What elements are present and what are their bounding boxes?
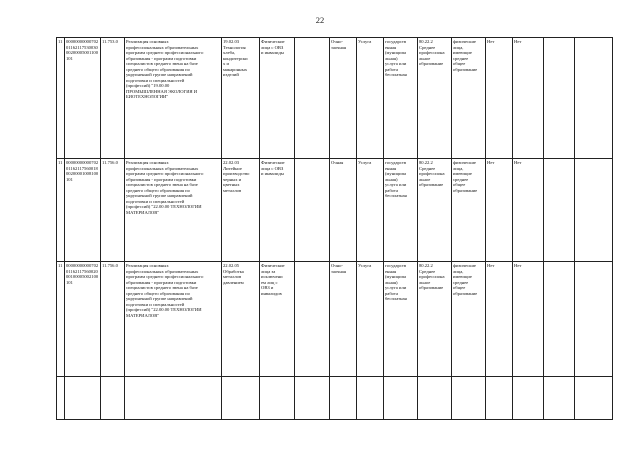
service-status-line: работа (385, 187, 399, 193)
program-name-line: БИОТЕХНОЛОГИИ" (126, 94, 169, 99)
service-status-line: льная) (385, 55, 398, 61)
consumer-category-line: лица за (261, 268, 276, 274)
consumers-line: лица, (453, 165, 464, 171)
okved-code-line: профессиона (419, 50, 445, 55)
cell-program-name (125, 159, 222, 262)
service-status-line: бесплатная (385, 72, 407, 77)
okved-code-line: льное (419, 55, 431, 61)
table-row (57, 159, 613, 262)
cell-empty-cell (575, 38, 613, 159)
consumer-category-line: и инвалиды (261, 171, 284, 176)
specialty-line: макаронных (223, 66, 248, 72)
cell-okved-code (418, 159, 452, 262)
cell-flag-2 (513, 159, 544, 262)
cell-service-id (101, 262, 125, 377)
consumers-line: имеющие (453, 50, 472, 55)
specialty-line: 19.02.03 (223, 39, 240, 44)
service-status-line: (муниципа (385, 274, 407, 279)
cell-okved-code (418, 262, 452, 377)
flag-1-text: Нет (487, 160, 495, 165)
consumers-line: имеющие (453, 171, 472, 176)
service-status-line: бесплатная (385, 193, 407, 198)
program-name-line: профессиональных образовательных (126, 44, 199, 50)
program-name-line: профессиональных образовательных (126, 165, 199, 171)
cell-study-form (330, 262, 357, 377)
cell-flag-1 (486, 38, 513, 159)
cell-empty-cell (544, 38, 575, 159)
program-name-line: ПРОМЫШЛЕННАЯ ЭКОЛОГИЯ И (126, 88, 198, 94)
cell-program-name (125, 262, 222, 377)
okved-code-line: Среднее (419, 268, 436, 274)
consumer-category-line: лица с ОВЗ (261, 165, 284, 171)
consumers-line: общее (453, 285, 466, 290)
program-name-line: программ среднего профессионального (126, 50, 204, 55)
cell-row-number (57, 262, 65, 377)
specialty-line: черных и (223, 176, 242, 182)
cell-registry-code (65, 38, 101, 159)
flag-1-text: Нет (487, 39, 495, 44)
cell-program-name (125, 38, 222, 159)
cell-empty-cell (295, 159, 330, 262)
consumer-category-line: Физические (261, 160, 285, 165)
cell-empty-cell (544, 159, 575, 262)
service-id-text: 11.756.0 (102, 160, 118, 165)
program-name-line: образования - программ подготовки (126, 55, 197, 61)
cell-specialty (222, 159, 260, 262)
cell-empty-cell (295, 38, 330, 159)
registry-code-line: 01162117560020 (66, 268, 98, 274)
service-status-line: енная (385, 165, 397, 171)
specialty-line: 22.02.05 (223, 263, 240, 268)
service-status-line: (муниципа (385, 50, 407, 55)
okved-code-line: Среднее (419, 165, 436, 171)
consumer-category-line: Физические (261, 39, 285, 44)
program-name-line: образования - программ подготовки (126, 176, 197, 182)
consumers-line: общее (453, 182, 466, 187)
program-name-line: подготовки и специальностей (126, 301, 185, 307)
flag-2-text: Нет (514, 160, 522, 165)
service-status-line: работа (385, 290, 399, 296)
consumers-line: физические (453, 263, 476, 268)
program-name-line: программ среднего профессионального (126, 274, 204, 279)
cell-flag-1 (486, 159, 513, 262)
cell-empty-cell (544, 262, 575, 377)
study-form-line: Очная (331, 160, 344, 165)
consumers-line: общее (453, 61, 466, 66)
consumers-line: среднее (453, 279, 469, 285)
registry-code-line: 00100005002100 (66, 274, 99, 279)
registry-code-line: 00000000000702 (66, 160, 99, 165)
cell-service-status (384, 159, 418, 262)
service-id-text: 11.753.0 (102, 39, 118, 44)
cell-consumer-category (260, 159, 295, 262)
okved-code-line: 80.22.2 (419, 39, 433, 44)
cell-consumer-category (260, 38, 295, 159)
program-name-line: подготовки и специальностей (126, 77, 185, 83)
service-type-line: Услуга (358, 160, 372, 165)
cell-specialty (222, 38, 260, 159)
registry-code-line: 00200005001100 (66, 50, 98, 55)
okved-code-line: образование (419, 182, 444, 187)
program-name-line: образования - программ подготовки (126, 279, 197, 285)
consumer-category-line: ОВЗ и (261, 285, 274, 290)
registry-code-line: 01162117530030 (66, 44, 98, 50)
specialty-line: Литейное (223, 165, 242, 171)
consumers-line: среднее (453, 55, 469, 61)
table-row (57, 262, 613, 377)
program-name-line: профессиональных образовательных (126, 268, 199, 274)
okved-code-line: 80.22.2 (419, 263, 433, 268)
cell-okved-code (418, 38, 452, 159)
consumers-line: физические (453, 160, 476, 165)
consumers-line: образование (453, 290, 478, 296)
cell-row-number (57, 38, 65, 159)
consumers-line: среднее (453, 176, 469, 182)
registry-code-line: 00200001008100 (66, 171, 99, 176)
study-form-line: заочная (331, 268, 346, 274)
specialty-line: металлов (223, 274, 242, 279)
program-name-line: программ среднего профессионального (126, 171, 204, 176)
program-name-line: МАТЕРИАЛОВ" (126, 209, 160, 215)
program-name-line: (профессий) "19.00.00 (126, 83, 170, 88)
okved-code-line: образование (419, 285, 444, 290)
service-status-line: услуга или (385, 61, 407, 66)
service-id-text: 11.756.0 (102, 263, 118, 268)
page-number: 22 (315, 15, 325, 25)
cell-registry-code (65, 159, 101, 262)
registry-code-line: 101 (66, 279, 73, 285)
cell-consumers (452, 38, 486, 159)
service-status-line: енная (385, 268, 397, 274)
consumer-category-line: и инвалиды (261, 50, 284, 55)
consumers-line: образование (453, 187, 478, 193)
program-name-line: специалистов среднего звена на базе (126, 285, 198, 290)
okved-code-line: Среднее (419, 44, 436, 50)
specialty-line: Обработка (223, 268, 244, 274)
registry-code-line: 01162117560018 (66, 165, 98, 171)
registry-code-line: 101 (66, 55, 73, 61)
service-status-line: енная (385, 44, 397, 50)
specialty-line: давлением (223, 279, 244, 285)
specialty-line: цветных (223, 182, 240, 187)
cell-consumer-category (260, 262, 295, 377)
consumers-line: имеющие (453, 274, 472, 279)
registry-code-line: 00000000000702 (66, 39, 99, 44)
cell-registry-code (65, 262, 101, 377)
program-name-line: подготовки и специальностей (126, 198, 185, 204)
program-name-line: среднего общего образования по (126, 187, 190, 193)
consumers-line: лица, (453, 44, 464, 50)
row-number-text: 11 (58, 160, 63, 165)
service-status-line: бесплатная (385, 296, 407, 301)
cell-flag-2 (513, 38, 544, 159)
program-name-line: среднего общего образования по (126, 290, 190, 296)
cell-service-type (357, 159, 384, 262)
cell-study-form (330, 38, 357, 159)
program-name-line: Реализация основных (126, 39, 169, 44)
specialty-line: х и (223, 61, 229, 66)
okved-code-line: льное (419, 279, 431, 285)
consumer-category-line: исключени (261, 274, 283, 279)
specialty-line: производство (223, 171, 250, 176)
specialty-line: 22.02.03 (223, 160, 240, 165)
flag-1-text: Нет (487, 263, 495, 268)
consumer-category-line: лица с ОВЗ (261, 44, 284, 50)
program-name-line: Реализация основных (126, 263, 169, 268)
service-status-line: (муниципа (385, 171, 407, 176)
consumer-category-line: инвалидов (261, 290, 282, 296)
cell-flag-2 (513, 262, 544, 377)
specialty-line: хлеба, (223, 50, 236, 55)
specialty-line: кондитерски (223, 55, 248, 61)
flag-2-text: Нет (514, 39, 522, 44)
cell-specialty (222, 262, 260, 377)
service-status-line: работа (385, 66, 399, 72)
study-form-line: заочная (331, 44, 346, 50)
specialty-line: Технология (223, 44, 246, 50)
cell-empty-cell (575, 262, 613, 377)
specialty-line: металлов (223, 187, 242, 193)
row-number-text: 11 (58, 39, 63, 44)
cell-consumers (452, 262, 486, 377)
cell-consumers (452, 159, 486, 262)
cell-study-form (330, 159, 357, 262)
service-status-line: услуга или (385, 182, 407, 187)
program-name-line: укрупненной группе направлений (126, 296, 193, 301)
cell-empty-cell (575, 159, 613, 262)
cell-empty-cell (295, 262, 330, 377)
okved-code-line: образование (419, 61, 444, 66)
cell-row-number (57, 159, 65, 262)
program-name-line: среднего общего образования по (126, 66, 190, 72)
services-table (56, 37, 613, 420)
cell-flag-1 (486, 262, 513, 377)
cell-service-type (357, 38, 384, 159)
consumer-category-line: ем лиц с (261, 279, 278, 285)
table-row (57, 38, 613, 159)
study-form-line: Очно- (331, 39, 343, 44)
program-name-line: специалистов среднего звена на базе (126, 61, 198, 66)
service-status-line: услуга или (385, 285, 407, 290)
service-status-line: государств (385, 263, 407, 268)
specialty-line: изделий (223, 72, 239, 77)
program-name-line: (профессий) "22.00.00 ТЕХНОЛОГИИ (126, 204, 202, 209)
okved-code-line: 80.22.2 (419, 160, 433, 165)
cell-service-id (101, 159, 125, 262)
cell-service-id (101, 38, 125, 159)
program-name-line: Реализация основных (126, 160, 169, 165)
okved-code-line: профессиона (419, 171, 445, 176)
service-status-line: льная) (385, 279, 398, 285)
consumer-category-line: Физические (261, 263, 285, 268)
service-status-line: государств (385, 160, 407, 165)
program-name-line: укрупненной группе направлений (126, 193, 193, 198)
study-form-line: Очно- (331, 263, 343, 268)
consumers-line: физические (453, 39, 476, 44)
program-name-line: (профессий) "22.00.00 ТЕХНОЛОГИИ (126, 307, 202, 312)
service-status-line: льная) (385, 176, 398, 182)
service-type-line: Услуга (358, 263, 372, 268)
cell-service-status (384, 38, 418, 159)
program-name-line: специалистов среднего звена на базе (126, 182, 198, 187)
consumers-line: образование (453, 66, 478, 72)
program-name-line: МАТЕРИАЛОВ" (126, 312, 160, 318)
consumers-line: лица, (453, 268, 464, 274)
cell-service-type (357, 262, 384, 377)
service-status-line: государств (385, 39, 407, 44)
service-type-line: Услуга (358, 39, 372, 44)
table-row-empty-tail (57, 377, 613, 420)
flag-2-text: Нет (514, 263, 522, 268)
okved-code-line: профессиона (419, 274, 445, 279)
row-number-text: 11 (58, 263, 63, 268)
okved-code-line: льное (419, 176, 431, 182)
program-name-line: укрупненной группе направлений (126, 72, 193, 77)
registry-code-line: 00000000000702 (66, 263, 99, 268)
cell-service-status (384, 262, 418, 377)
registry-code-line: 101 (66, 176, 73, 182)
